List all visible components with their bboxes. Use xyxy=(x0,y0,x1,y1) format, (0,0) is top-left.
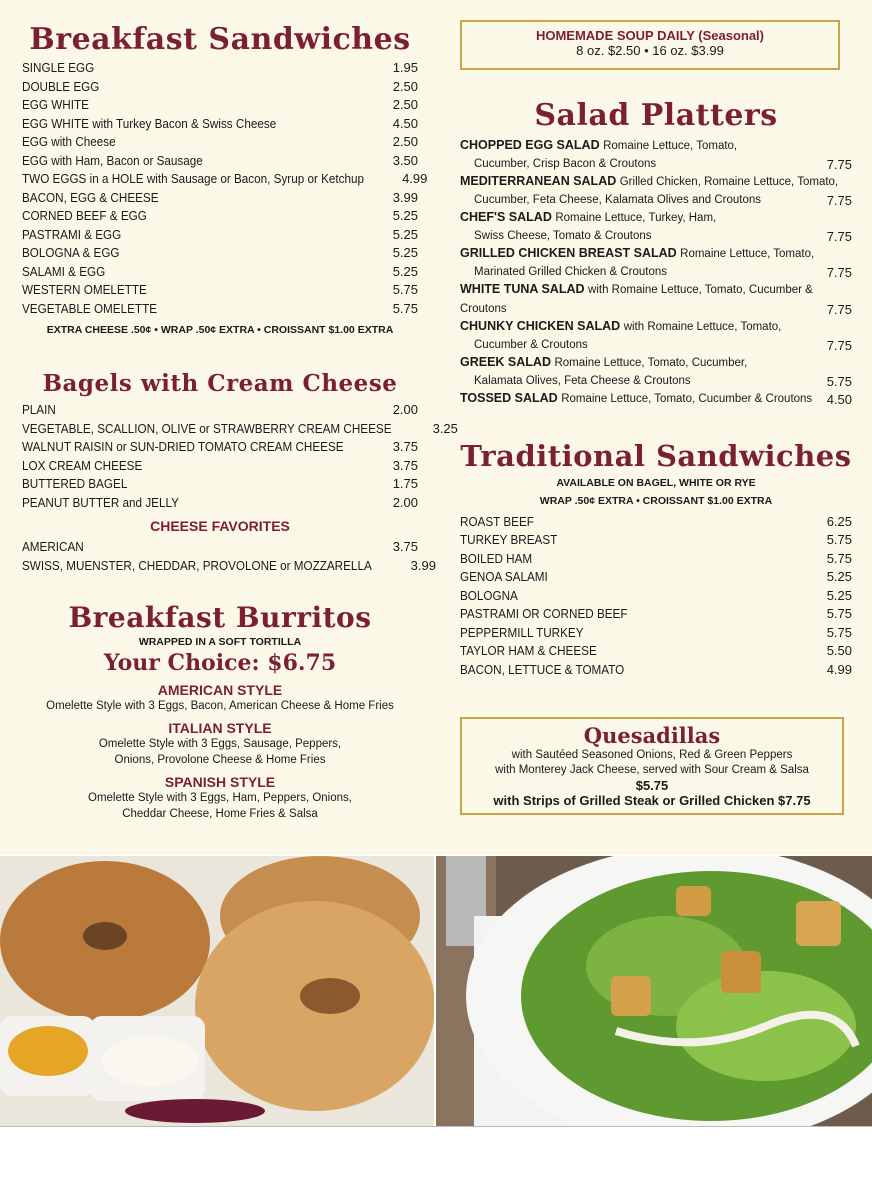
breakfast-item-row xyxy=(22,59,418,78)
salad-desc: Romaine Lettuce, Tomato, xyxy=(603,140,738,152)
salad-item xyxy=(460,173,852,209)
traditional-item-name: BOILED HAM xyxy=(460,550,533,566)
burritos-subtitle: WRAPPED IN A SOFT TORTILLA xyxy=(138,636,302,648)
breakfast-item-name: DOUBLE EGG xyxy=(22,78,100,94)
breakfast-item-name: BOLOGNA & EGG xyxy=(22,245,120,260)
salad-item xyxy=(460,318,852,354)
salad-line1 xyxy=(460,354,852,373)
breakfast-item-price: 4.99 xyxy=(402,171,428,186)
breakfast-item-row xyxy=(22,96,418,115)
traditional-item-name: PASTRAMI OR CORNED BEEF xyxy=(460,606,628,621)
salads-title: Salad Platters xyxy=(534,98,778,133)
salad-name: GREEK SALAD xyxy=(460,355,551,369)
bagels-title: Bagels with Cream Cheese xyxy=(42,370,398,397)
bagels-photo xyxy=(0,856,434,1126)
breakfast-item-name: BACON, EGG & CHEESE xyxy=(22,189,159,205)
salad-desc-line2: Cucumber & Croutons xyxy=(474,338,588,351)
burrito-style-title: SPANISH STYLE xyxy=(164,774,276,790)
salad-desc: Romaine Lettuce, Turkey, Ham, xyxy=(555,212,717,224)
breakfast-item-name: PASTRAMI & EGG xyxy=(22,226,122,242)
cheese-item-price: 3.75 xyxy=(392,539,418,554)
bagel-item-name: BUTTERED BAGEL xyxy=(22,476,128,491)
right-column xyxy=(460,20,852,815)
salad-price: 7.75 xyxy=(826,301,852,317)
quesadillas-box xyxy=(460,717,844,815)
soup-prices: 8 oz. $2.50 • 16 oz. $3.99 xyxy=(576,43,724,58)
breakfast-item-name: SALAMI & EGG xyxy=(22,263,106,279)
breakfast-item-row xyxy=(22,281,418,300)
traditional-item-price: 5.25 xyxy=(826,587,852,603)
breakfast-item-price: 5.25 xyxy=(392,245,418,260)
traditional-item-row xyxy=(460,661,852,680)
soup-title: HOMEMADE SOUP DAILY (Seasonal) xyxy=(535,28,765,43)
breakfast-item-name: EGG WHITE with Turkey Bacon & Swiss Cheese xyxy=(22,115,277,131)
salad-line1 xyxy=(460,209,852,228)
quesadillas-line1: with Sautéed Seasoned Onions, Red & Green Peppers xyxy=(511,749,793,761)
quesadillas-title: Quesadillas xyxy=(583,723,721,748)
bagel-item-name: LOX CREAM CHEESE xyxy=(22,457,143,473)
bagel-item-name: PEANUT BUTTER and JELLY xyxy=(22,494,179,510)
burrito-style-title: ITALIAN STYLE xyxy=(168,720,272,736)
breakfast-item-price: 2.50 xyxy=(392,97,418,112)
burrito-style-desc: Omelette Style with 3 Eggs, Bacon, American Cheese & Home Fries xyxy=(46,700,394,712)
traditional-sub2: WRAP .50¢ EXTRA • CROISSANT $1.00 EXTRA xyxy=(539,494,773,507)
traditional-item-row xyxy=(460,513,852,532)
breakfast-item-price: 3.50 xyxy=(392,152,418,168)
bagel-item-row xyxy=(22,401,418,420)
bagel-item-row xyxy=(22,494,418,513)
traditional-list xyxy=(460,513,852,680)
cheese-item-row xyxy=(22,557,436,576)
salad-desc-line2: Kalamata Olives, Feta Cheese & Croutons xyxy=(474,374,691,387)
salad-desc-line2: Cucumber, Feta Cheese, Kalamata Olives and Croutons xyxy=(474,193,762,206)
traditional-item-name: BACON, LETTUCE & TOMATO xyxy=(460,661,625,677)
cheese-item-name: AMERICAN xyxy=(22,539,84,554)
burrito-style-title: AMERICAN STYLE xyxy=(157,682,283,698)
breakfast-item-price: 5.25 xyxy=(392,263,418,279)
bagel-item-row xyxy=(22,475,418,494)
quesadillas-option: with Strips of Grilled Steak or Grilled Chicken $7.75 xyxy=(493,793,811,808)
salad-desc-line2: Cucumber, Crisp Bacon & Croutons xyxy=(474,157,657,170)
traditional-item-name: GENOA SALAMI xyxy=(460,569,548,584)
traditional-item-row xyxy=(460,568,852,587)
bottom-divider xyxy=(0,1126,872,1127)
breakfast-item-price: 2.50 xyxy=(392,134,418,149)
breakfast-item-row xyxy=(22,133,418,152)
breakfast-sandwiches-title: Breakfast Sandwiches xyxy=(29,22,411,57)
cheese-favorites-title: CHEESE FAVORITES xyxy=(150,518,290,534)
bagel-item-row xyxy=(22,420,458,439)
traditional-item-price: 4.99 xyxy=(826,661,852,677)
traditional-item-row xyxy=(460,642,852,661)
salad-name: MEDITERRANEAN SALAD xyxy=(460,174,617,188)
breakfast-item-row xyxy=(22,170,428,189)
left-column xyxy=(22,22,458,822)
salad-name: TOSSED SALAD xyxy=(460,391,558,405)
breakfast-item-name: EGG WHITE xyxy=(22,97,89,112)
salad-name: GRILLED CHICKEN BREAST SALAD xyxy=(460,246,677,260)
breakfast-sandwiches-list xyxy=(22,59,428,318)
salad-item xyxy=(460,137,852,173)
salad-item xyxy=(460,281,852,318)
traditional-sub1: AVAILABLE ON BAGEL, WHITE OR RYE xyxy=(556,476,756,489)
salad-price: 7.75 xyxy=(826,337,852,353)
salad-name: CHOPPED EGG SALAD xyxy=(460,138,600,152)
burritos-title: Breakfast Burritos xyxy=(68,601,372,634)
traditional-item-row xyxy=(460,605,852,624)
salad-desc: with Romaine Lettuce, Tomato, xyxy=(623,321,782,333)
traditional-item-price: 5.75 xyxy=(826,624,852,640)
bagel-item-price: 3.25 xyxy=(432,420,458,436)
breakfast-item-price: 4.50 xyxy=(392,115,418,131)
salad-price: 7.75 xyxy=(826,192,852,208)
traditional-item-row xyxy=(460,531,852,550)
quesadillas-price: $5.75 xyxy=(635,778,669,793)
traditional-item-name: ROAST BEEF xyxy=(460,513,534,529)
salad-price: 7.75 xyxy=(826,156,852,172)
traditional-item-price: 5.75 xyxy=(826,550,852,566)
traditional-item-name: PEPPERMILL TURKEY xyxy=(460,624,584,640)
breakfast-item-row xyxy=(22,300,418,319)
salad-name: CHEF'S SALAD xyxy=(460,210,552,224)
quesadillas-line2: with Monterey Jack Cheese, served with Sour Cream & Salsa xyxy=(495,764,809,776)
breakfast-item-price: 2.50 xyxy=(392,78,418,94)
breakfast-item-price: 5.75 xyxy=(392,282,418,297)
salad-name: WHITE TUNA SALAD xyxy=(460,282,585,296)
traditional-item-name: TAYLOR HAM & CHEESE xyxy=(460,643,597,658)
bagel-item-price: 2.00 xyxy=(392,402,418,417)
salad-photo xyxy=(436,856,872,1126)
burrito-style-desc: Onions, Provolone Cheese & Home Fries xyxy=(114,754,326,766)
breakfast-item-row xyxy=(22,152,418,171)
breakfast-item-name: WESTERN OMELETTE xyxy=(22,282,147,297)
traditional-title: Traditional Sandwiches xyxy=(460,438,852,473)
traditional-item-name: TURKEY BREAST xyxy=(460,532,558,547)
bagels-list xyxy=(22,401,458,512)
salad-price: 5.75 xyxy=(826,373,852,389)
burrito-style-desc: Cheddar Cheese, Home Fries & Salsa xyxy=(122,808,318,820)
soup-box xyxy=(460,20,840,70)
traditional-item-name: BOLOGNA xyxy=(460,587,518,603)
salad-desc: Romaine Lettuce, Tomato, Cucumber & Croutons xyxy=(561,393,813,405)
bagel-item-price: 2.00 xyxy=(392,494,418,510)
salad-desc: Grilled Chicken, Romaine Lettuce, Tomato, xyxy=(619,176,839,188)
breakfast-item-row xyxy=(22,263,418,282)
breakfast-item-row xyxy=(22,115,418,134)
salads-list xyxy=(460,137,852,409)
traditional-item-row xyxy=(460,550,852,569)
traditional-item-price: 5.75 xyxy=(826,532,852,547)
breakfast-item-name: TWO EGGS in a HOLE with Sausage or Bacon, Syrup or Ketchup xyxy=(22,171,365,186)
salad-price: 7.75 xyxy=(826,264,852,280)
burritos-choice-price: Your Choice: $6.75 xyxy=(103,650,337,676)
breakfast-item-row xyxy=(22,189,418,208)
breakfast-item-price: 5.25 xyxy=(392,226,418,242)
salad-price: 7.75 xyxy=(826,228,852,244)
salad-price: 4.50 xyxy=(826,392,852,407)
breakfast-item-price: 5.25 xyxy=(392,208,418,223)
cheese-item-row xyxy=(22,538,418,557)
bagel-item-price: 1.75 xyxy=(392,476,418,491)
bagel-item-price: 3.75 xyxy=(392,439,418,454)
breakfast-item-name: EGG with Ham, Bacon or Sausage xyxy=(22,152,203,168)
salad-line1 xyxy=(460,245,852,264)
traditional-item-row xyxy=(460,587,852,606)
salad-line1 xyxy=(460,281,852,318)
salad-desc: Romaine Lettuce, Tomato, xyxy=(680,248,815,260)
salad-item xyxy=(460,390,852,409)
burrito-style-desc: Omelette Style with 3 Eggs, Ham, Peppers, Onions, xyxy=(88,792,352,804)
traditional-item-price: 5.75 xyxy=(826,606,852,621)
breakfast-item-name: CORNED BEEF & EGG xyxy=(22,208,147,223)
salad-line1 xyxy=(460,390,852,409)
breakfast-item-price: 5.75 xyxy=(392,300,418,316)
salad-desc: Romaine Lettuce, Tomato, Cucumber, xyxy=(554,357,748,369)
breakfast-item-name: SINGLE EGG xyxy=(22,60,95,75)
bagel-item-name: PLAIN xyxy=(22,402,56,417)
salad-item xyxy=(460,209,852,245)
salad-line1 xyxy=(460,137,852,156)
salad-line1 xyxy=(460,318,852,337)
traditional-item-price: 5.50 xyxy=(826,643,852,658)
salad-item xyxy=(460,245,852,281)
cheese-item-name: SWISS, MUENSTER, CHEDDAR, PROVOLONE or MOZZARELLA xyxy=(22,557,372,573)
cheese-favorites-list xyxy=(22,538,436,575)
bagel-item-name: VEGETABLE, SCALLION, OLIVE or STRAWBERRY CREAM CHEESE xyxy=(22,420,392,436)
breakfast-item-row xyxy=(22,78,418,97)
bagel-item-row xyxy=(22,457,418,476)
breakfast-extras-note: EXTRA CHEESE .50¢ • WRAP .50¢ EXTRA • CROISSANT $1.00 EXTRA xyxy=(46,324,394,336)
bagel-item-price: 3.75 xyxy=(392,457,418,473)
breakfast-item-name: VEGETABLE OMELETTE xyxy=(22,300,158,316)
salad-name: CHUNKY CHICKEN SALAD xyxy=(460,319,621,333)
breakfast-item-row xyxy=(22,244,418,263)
burrito-style-desc: Omelette Style with 3 Eggs, Sausage, Peppers, xyxy=(98,738,342,750)
salad-desc: with Romaine Lettuce, Tomato, Cucumber & Croutons xyxy=(460,284,813,315)
breakfast-item-row xyxy=(22,226,418,245)
bagel-item-name: WALNUT RAISIN or SUN-DRIED TOMATO CREAM CHEESE xyxy=(22,439,344,454)
salad-line1 xyxy=(460,173,852,192)
breakfast-item-row xyxy=(22,207,418,226)
traditional-item-price: 5.25 xyxy=(826,569,852,584)
salad-item xyxy=(460,354,852,390)
salad-desc-line2: Swiss Cheese, Tomato & Croutons xyxy=(474,229,652,242)
burrito-styles-list xyxy=(22,682,418,822)
bagel-item-row xyxy=(22,438,418,457)
traditional-item-price: 6.25 xyxy=(826,513,852,529)
breakfast-item-price: 1.95 xyxy=(392,60,418,75)
breakfast-item-price: 3.99 xyxy=(392,189,418,205)
traditional-item-row xyxy=(460,624,852,643)
cheese-item-price: 3.99 xyxy=(410,557,436,573)
salad-desc-line2: Marinated Grilled Chicken & Croutons xyxy=(474,265,668,278)
breakfast-item-name: EGG with Cheese xyxy=(22,134,116,149)
